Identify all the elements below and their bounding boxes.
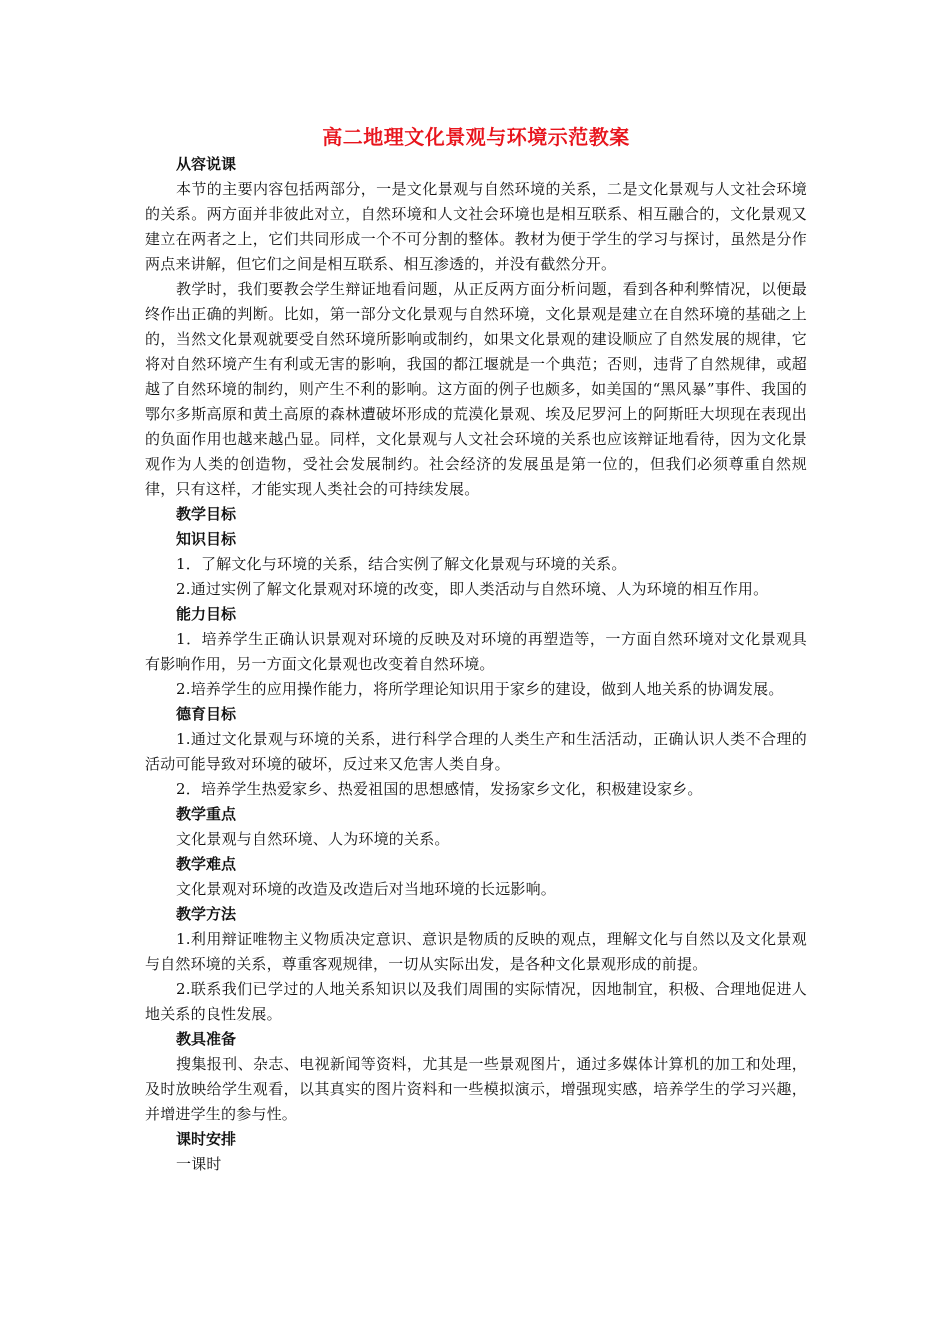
section-heading-congrong: 从容说课 — [176, 155, 237, 173]
paragraph: 文化景观对环境的改造及改造后对当地环境的长远影响。 — [176, 880, 557, 898]
section-heading-jiaoju: 教具准备 — [176, 1030, 237, 1048]
paragraph: 1.利用辩证唯物主义物质决定意识、意识是物质的反映的观点，理解文化与自然以及文化景观与自然环境的关系，尊重客观规律，一切从实际出发，是各种文化景观形成的前提。 — [145, 930, 807, 973]
section-heading-zhongdian: 教学重点 — [176, 805, 237, 823]
section-heading-zhishi: 知识目标 — [176, 530, 237, 548]
paragraph: 一课时 — [176, 1155, 222, 1173]
paragraph: 1．培养学生正确认识景观对环境的反映及对环境的再塑造等，一方面自然环境对文化景观具有影响作用，另一方面文化景观也改变着自然环境。 — [145, 630, 807, 673]
page-title: 高二地理文化景观与环境示范教案 — [322, 125, 630, 149]
document-page — [145, 122, 807, 1177]
paragraph: 教学时，我们要教会学生辩证地看问题，从正反两方面分析问题，看到各种利弊情况，以便最终作出正确的判断。比如，第一部分文化景观与自然环境，文化景观是建立在自然环境的基础之上的，当然文化景观就要受自然环境所影响或制约，如果文化景观的建设顺应了自然发展的规律，它将对自然环境产生有利或无害的影响，我国的都江堰就是一个典范；否则，违背了自然规律，或超越了自然环境的制约，则产生不利的影响。这方面的例子也颇多，如美国的“黑风暴”事件、我国的鄂尔多斯高原和黄土高原的森林遭破坏形成的荒漠化景观、埃及尼罗河上的阿斯旺大坝现在表现出的负面作用也越来越凸显。同样，文化景观与人文社会环境的关系也应该辩证地看待，因为文化景观作为人类的创造物，受社会发展制约。社会经济的发展虽是第一位的，但我们必须尊重自然规律，只有这样，才能实现人类社会的可持续发展。 — [145, 280, 807, 498]
paragraph: 搜集报刊、杂志、电视新闻等资料，尤其是一些景观图片，通过多媒体计算机的加工和处理，及时放映给学生观看，以其真实的图片资料和一些模拟演示，增强现实感，培养学生的学习兴趣，并增进学生的参与性。 — [145, 1055, 807, 1123]
section-heading-mubiao: 教学目标 — [176, 505, 237, 523]
paragraph: 1．了解文化与环境的关系，结合实例了解文化景观与环境的关系。 — [176, 555, 627, 573]
section-heading-deyu: 德育目标 — [176, 705, 237, 723]
paragraph: 2.培养学生的应用操作能力，将所学理论知识用于家乡的建设，做到人地关系的协调发展。 — [176, 680, 784, 698]
paragraph: 文化景观与自然环境、人为环境的关系。 — [176, 830, 450, 848]
paragraph: 本节的主要内容包括两部分，一是文化景观与自然环境的关系，二是文化景观与人文社会环境的关系。两方面并非彼此对立，自然环境和人文社会环境也是相互联系、相互融合的，文化景观又建立在两者之上，它们共同形成一个不可分割的整体。教材为便于学生的学习与探讨，虽然是分作两点来讲解，但它们之间是相互联系、相互渗透的，并没有截然分开。 — [145, 180, 807, 273]
section-heading-keshi: 课时安排 — [176, 1130, 237, 1148]
section-heading-nandian: 教学难点 — [176, 855, 237, 873]
paragraph: 2.通过实例了解文化景观对环境的改变，即人类活动与自然环境、人为环境的相互作用。 — [176, 580, 769, 598]
paragraph: 2.联系我们已学过的人地关系知识以及我们周围的实际情况，因地制宜，积极、合理地促进人地关系的良性发展。 — [145, 980, 807, 1023]
paragraph: 1.通过文化景观与环境的关系，进行科学合理的人类生产和生活活动，正确认识人类不合理的活动可能导致对环境的破坏，反过来又危害人类自身。 — [145, 730, 807, 773]
paragraph: 2．培养学生热爱家乡、热爱祖国的思想感情，发扬家乡文化，积极建设家乡。 — [176, 780, 703, 798]
section-heading-fangfa: 教学方法 — [176, 905, 237, 923]
section-heading-nengli: 能力目标 — [176, 605, 237, 623]
